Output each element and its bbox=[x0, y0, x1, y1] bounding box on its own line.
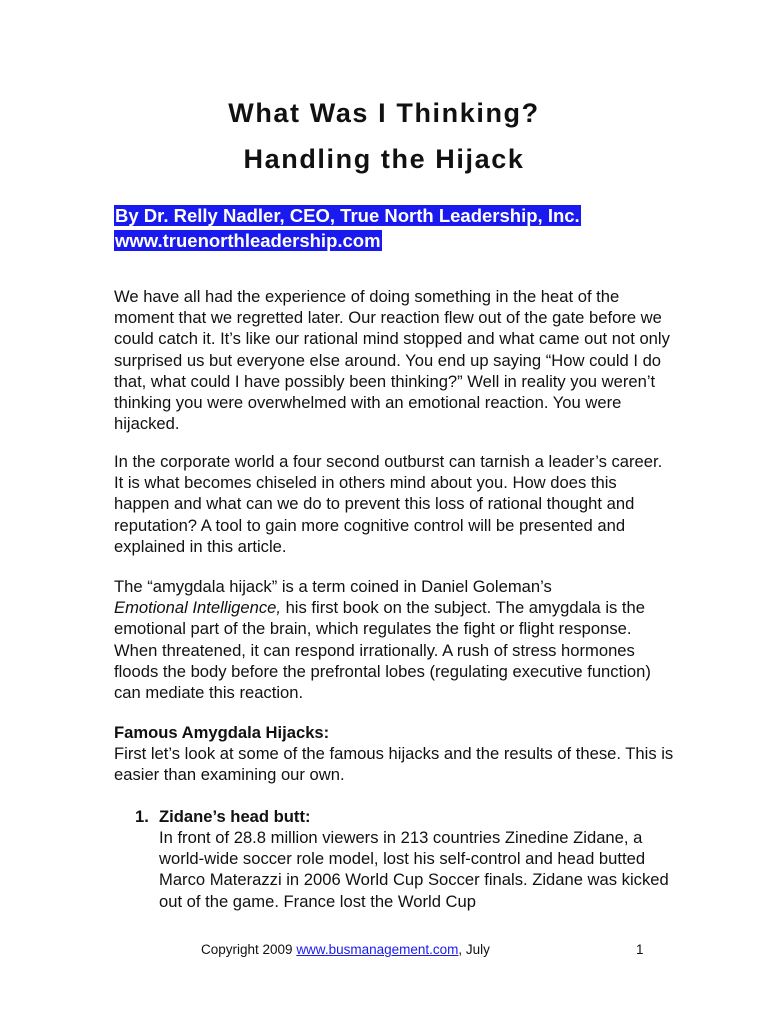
title-line-1: What Was I Thinking? bbox=[228, 98, 540, 128]
paragraph-3-intro: The “amygdala hijack” is a term coined in Daniel Goleman’s bbox=[114, 577, 552, 596]
footer-link[interactable]: www.busmanagement.com bbox=[296, 942, 459, 957]
byline-website[interactable]: www.truenorthleadership.com bbox=[115, 230, 381, 251]
paragraph-1: We have all had the experience of doing something in the heat of the moment that we regretted later. Our reaction flew out of the gate before we could catch it. It’s like our rational mind stopped and what came out not only surprised us but everyone else around. You end up saying “How could I do that, what could I have possibly been thinking?” Well in reality you weren’t thinking you were overwhelmed with an emotional reaction. You were hijacked. bbox=[114, 287, 670, 434]
list-item-heading: Zidane’s head butt: bbox=[159, 807, 311, 826]
paragraph-2: In the corporate world a four second outburst can tarnish a leader’s career. It is what becomes chiseled in others mind about you. How does this happen and what can we do to prevent this loss of rational thought and reputation? A tool to gain more cognitive control will be presented and explained in this article. bbox=[114, 452, 663, 556]
section-heading: Famous Amygdala Hijacks: bbox=[114, 723, 330, 742]
paragraph-3-body: his first book on the subject. The amygdala is the emotional part of the brain, which regulates the fight or flight response. When threatened, it can respond irrationally. A rush of stress hormones floods the body before the prefrontal lobes (regulating executive function) can mediate this reaction. bbox=[114, 598, 651, 703]
book-title: Emotional Intelligence, bbox=[114, 598, 281, 618]
footer-copyright bbox=[201, 942, 490, 957]
paragraph-3 bbox=[114, 576, 674, 703]
footer-suffix: , July bbox=[458, 942, 490, 957]
footer-copyright-prefix: Copyright 2009 bbox=[201, 942, 297, 957]
title-line-2: Handling the Hijack bbox=[243, 144, 525, 174]
list-item-number: 1. bbox=[135, 807, 149, 826]
byline bbox=[114, 203, 581, 253]
paragraph-4: First let’s look at some of the famous hijacks and the results of these. This is easier than examining our own. bbox=[114, 744, 674, 785]
byline-author: By Dr. Relly Nadler, CEO, True North Leadership, Inc. bbox=[115, 205, 580, 226]
list-item-text: In front of 28.8 million viewers in 213 countries Zinedine Zidane, a world-wide soccer role model, lost his self-control and head butted Marco Materazzi in 2006 World Cup Soccer finals. Zidane was kicked out of the game. France lost the World Cup bbox=[159, 828, 669, 911]
page-number: 1 bbox=[636, 942, 644, 957]
